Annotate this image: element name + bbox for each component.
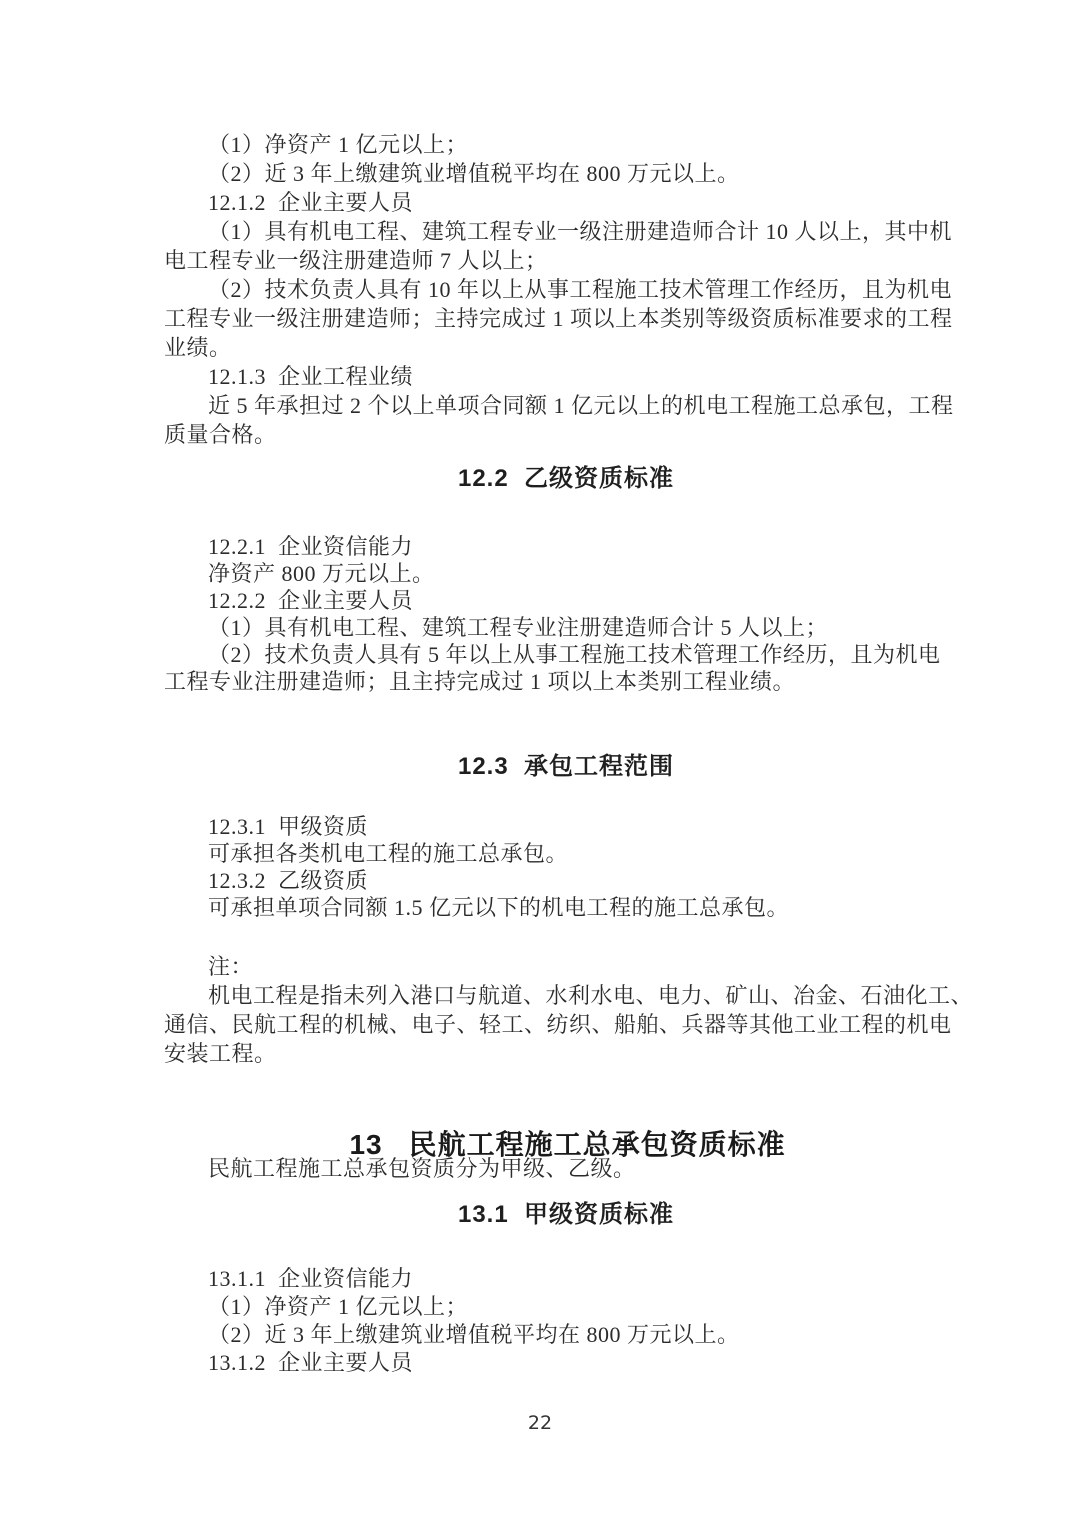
paragraph-line: （1）净资产 1 亿元以上；	[208, 132, 469, 157]
section-12-3-body	[164, 813, 924, 921]
paragraph-line: （2）技术负责人具有 10 年以上从事工程施工技术管理工作经历，且为机电	[208, 277, 953, 302]
section-heading-12-2: 12.2 乙级资质标准	[457, 465, 675, 492]
paragraph-line: （2）近 3 年上缴建筑业增值税平均在 800 万元以上。	[208, 161, 740, 186]
section-13-1-body	[164, 1265, 924, 1377]
section-12-2-body	[164, 533, 941, 695]
clause-heading-12-2-1: 12.2.1 企业资信能力	[208, 534, 414, 559]
clause-heading-12-3-1: 12.3.1 甲级资质	[208, 814, 369, 839]
paragraph-line: （1）净资产 1 亿元以上；	[208, 1294, 469, 1319]
paragraph-line: 机电工程是指未列入港口与航道、水利水电、电力、矿山、冶金、石油化工、	[208, 983, 974, 1008]
paragraph-line: （2）技术负责人具有 5 年以上从事工程施工技术管理工作经历，且为机电	[208, 642, 941, 667]
section-heading-12-3: 12.3 承包工程范围	[457, 753, 675, 780]
paragraph-line: （1）具有机电工程、建筑工程专业一级注册建造师合计 10 人以上，其中机	[208, 219, 953, 244]
chapter-13-intro	[164, 1154, 924, 1183]
paragraph-line: 民航工程施工总承包资质分为甲级、乙级。	[208, 1156, 636, 1181]
note-label: 注：	[208, 954, 254, 979]
chapter-heading-13	[170, 1085, 930, 1205]
paragraph-line: （2）近 3 年上缴建筑业增值税平均在 800 万元以上。	[208, 1322, 740, 1347]
paragraph-line: 业绩。	[164, 335, 232, 360]
paragraph-line: 工程专业一级注册建造师；主持完成过 1 项以上本类别等级资质标准要求的工程	[164, 306, 953, 331]
paragraph-line: 可承担单项合同额 1.5 亿元以下的机电工程的施工总承包。	[208, 895, 790, 920]
clause-heading-13-1-2: 13.1.2 企业主要人员	[208, 1350, 414, 1375]
paragraph-line: 通信、民航工程的机械、电子、轻工、纺织、船舶、兵器等其他工业工程的机电	[164, 1012, 952, 1037]
paragraph-line: 工程专业注册建造师；且主持完成过 1 项以上本类别工程业绩。	[164, 669, 796, 694]
paragraph-line: 近 5 年承担过 2 个以上单项合同额 1 亿元以上的机电工程施工总承包，工程	[208, 393, 954, 418]
chapter-number: 13	[349, 1129, 383, 1160]
chapter-title: 民航工程施工总承包资质标准	[408, 1129, 786, 1160]
section-heading-13-1: 13.1 甲级资质标准	[457, 1201, 675, 1228]
paragraph-line: 电工程专业一级注册建造师 7 人以上；	[164, 248, 548, 273]
section-12-1-body	[164, 130, 954, 449]
clause-heading-12-1-3: 12.1.3 企业工程业绩	[208, 364, 414, 389]
clause-heading-12-1-2: 12.1.2 企业主要人员	[208, 190, 414, 215]
page-number: 22	[527, 1412, 553, 1434]
paragraph-line: 可承担各类机电工程的施工总承包。	[208, 841, 569, 866]
clause-heading-12-3-2: 12.3.2 乙级资质	[208, 868, 369, 893]
paragraph-line: 安装工程。	[164, 1041, 277, 1066]
clause-heading-12-2-2: 12.2.2 企业主要人员	[208, 588, 414, 613]
paragraph-line: 质量合格。	[164, 422, 277, 447]
note-block	[164, 952, 974, 1068]
paragraph-line: 净资产 800 万元以上。	[208, 561, 435, 586]
paragraph-line: （1）具有机电工程、建筑工程专业注册建造师合计 5 人以上；	[208, 615, 829, 640]
clause-heading-13-1-1: 13.1.1 企业资信能力	[208, 1266, 414, 1291]
